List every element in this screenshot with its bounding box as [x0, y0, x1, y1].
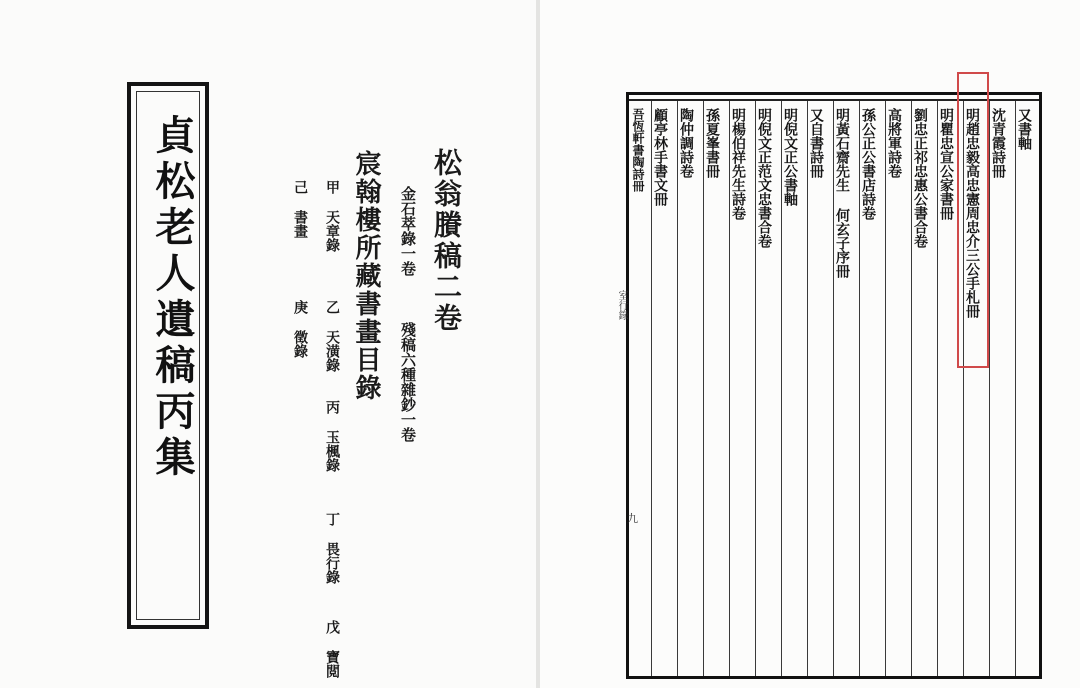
catalog-column: 沈青霞詩冊: [990, 108, 1006, 178]
catalog-column: 高將軍詩卷: [886, 108, 902, 178]
catalog-column: 孫夏峯書冊: [704, 108, 720, 178]
page-marker: 九: [627, 512, 638, 525]
catalog-column: 顧亭林手書文冊: [652, 108, 668, 206]
catalog-column-highlighted: 明趙忠毅高忠憲周忠介三公手札冊: [964, 108, 980, 318]
highlight-box: [957, 72, 989, 368]
book-title: 貞松老人遺稿丙集: [149, 114, 196, 482]
catalog-entry: 庚 徵錄: [292, 300, 308, 358]
note-b: 殘稿六種雜鈔一卷: [399, 322, 417, 442]
title-frame: [127, 82, 209, 629]
catalog-column: 又書軸: [1016, 108, 1032, 150]
margin-mark: 室行錄: [616, 290, 627, 320]
book-heading: 松翁賸稿二卷: [430, 148, 463, 334]
catalog-column: 吾恆軒書陶詩冊: [631, 108, 645, 192]
catalog-entry: 丙 玉楓錄: [324, 400, 340, 472]
catalog-entry: 戊 寶閲: [324, 620, 340, 678]
catalog-column: 明瞿忠宣公家書冊: [938, 108, 954, 220]
catalog-entry: 丁 畏行錄: [324, 512, 340, 584]
catalog-entry: 甲 天章錄: [324, 180, 340, 252]
catalog-entry: 己 書畫: [292, 180, 308, 238]
catalog-column: 明倪文正范文忠書合卷: [756, 108, 772, 248]
catalog-entry: 乙 天潢錄: [324, 300, 340, 372]
catalog-column: 明倪文正公書軸: [782, 108, 798, 206]
catalog-column: 劉忠正祁忠惠公書合卷: [912, 108, 928, 248]
catalog-column: 明黃石齋先生 何玄子序冊: [834, 108, 850, 278]
note-a: 金石萃錄一卷: [399, 186, 417, 276]
catalog-heading: 宸翰樓所藏書畫目錄: [351, 150, 381, 402]
catalog-column: 又自書詩冊: [808, 108, 824, 178]
catalog-column: 陶仲調詩卷: [678, 108, 694, 178]
catalog-column: 明楊伯祥先生詩卷: [730, 108, 746, 220]
left-page: [0, 0, 536, 688]
catalog-column: 孫公正公書店詩卷: [860, 108, 876, 220]
